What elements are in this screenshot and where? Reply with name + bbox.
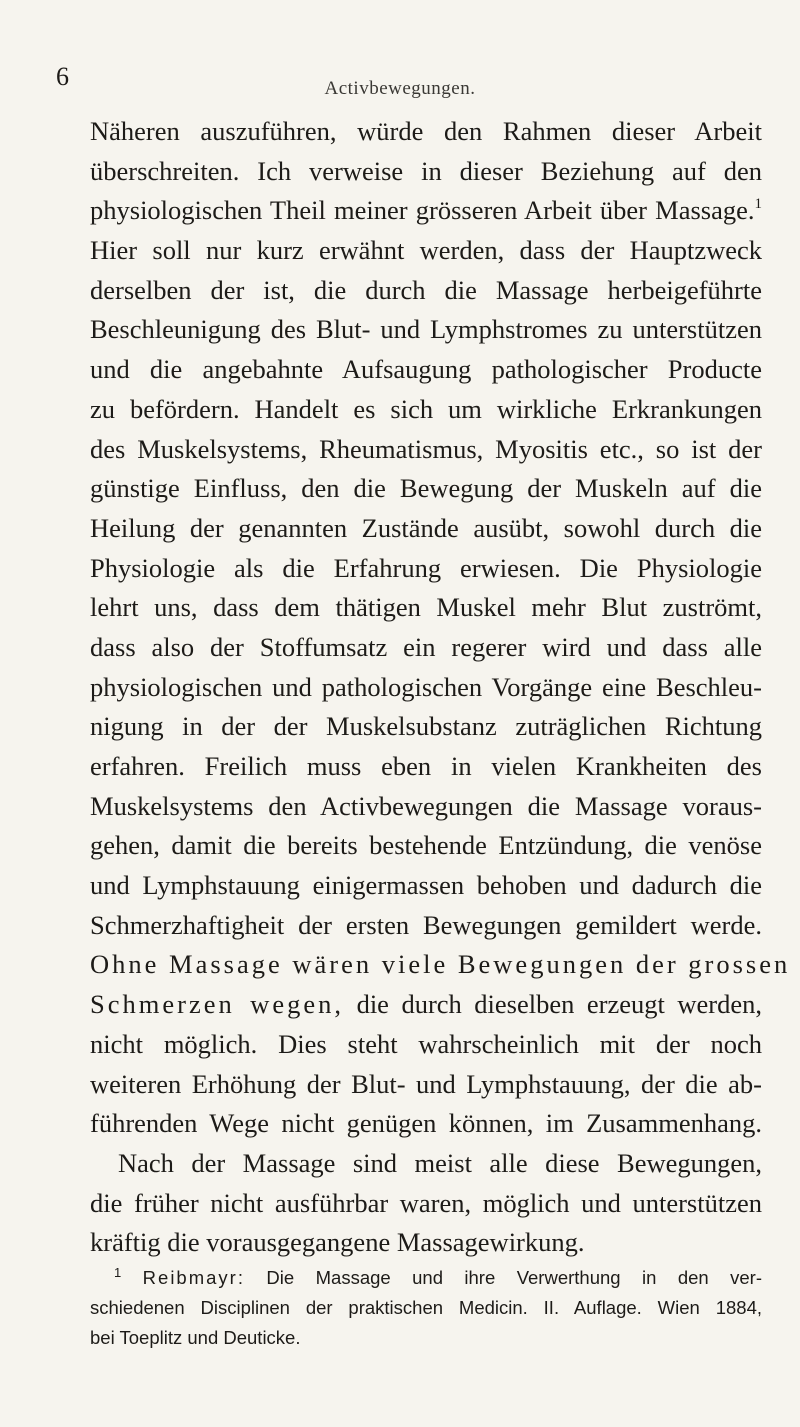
text-line: Beschleunigung des Blut- und Lymphstromes zu unterstützen [90, 314, 762, 345]
text-line: derselben der ist, die durch die Massage herbeigeführte [90, 274, 762, 305]
text-line-indented: Nach der Massage sind meist alle diese Bewegungen, [118, 1147, 762, 1178]
text-line-content: physiologischen Theil meiner grösseren Arbeit über Massage. [90, 195, 755, 226]
footnote-number: 1 [114, 1265, 122, 1280]
text-line: Heilung der genannten Zustände ausübt, sowohl durch die [90, 512, 762, 543]
text-line-spaced: Ohne Massage wären viele Bewegungen der grossen [90, 949, 791, 980]
footnote-author: Reibmayr: [142, 1267, 245, 1288]
text-line: überschreiten. Ich verweise in dieser Beziehung auf den [90, 155, 762, 186]
text-line: gehen, damit die bereits bestehende Entzündung, die venöse [90, 830, 762, 861]
text-line-mixed [90, 985, 762, 1025]
text-line: führenden Wege nicht genügen können, im Zusammenhang. [90, 1108, 762, 1139]
footnote-title: Die Massage und ihre Verwerthung in den ver- [266, 1267, 762, 1288]
page-number: 6 [56, 62, 69, 91]
running-head: Activbewegungen. [324, 78, 476, 99]
text-line: dass also der Stoffumsatz ein regerer wird und dass alle [90, 631, 762, 662]
text-line: nigung in der der Muskelsubstanz zuträglichen Richtung [90, 711, 762, 742]
text-line: günstige Einfluss, den die Bewegung der Muskeln auf die [90, 473, 762, 504]
text-line: Hier soll nur kurz erwähnt werden, dass der Hauptzweck [90, 235, 762, 266]
text-line: lehrt uns, dass dem thätigen Muskel mehr Blut zuströmt, [90, 592, 762, 623]
text-line: nicht möglich. Dies steht wahrscheinlich mit der noch [90, 1028, 762, 1059]
footnote-line [90, 1263, 762, 1293]
footnote-reference: 1 [754, 196, 762, 213]
text-line-with-footnote-ref [90, 191, 762, 231]
text-line: und die angebahnte Aufsaugung pathologischer Producte [90, 354, 762, 385]
text-line: weiteren Erhöhung der Blut- und Lymphstauung, der die ab- [90, 1068, 762, 1099]
text-line-spaced-part: Schmerzen wegen, [90, 989, 345, 1020]
footnote [90, 1263, 762, 1353]
text-line: Näheren auszuführen, würde den Rahmen dieser Arbeit [90, 116, 762, 146]
text-line: Physiologie als die Erfahrung erwiesen. Die Physiologie [90, 552, 762, 583]
text-line: und Lymphstauung einigermassen behoben und dadurch die [90, 870, 762, 901]
text-line-normal-part: die durch dieselben erzeugt werden, [356, 989, 763, 1020]
footnote-line-last: bei Toeplitz und Deuticke. [90, 1327, 301, 1348]
text-line: die früher nicht ausführbar waren, möglich und unterstützen [90, 1187, 762, 1218]
text-line: physiologischen und pathologischen Vorgänge eine Beschleu- [90, 671, 762, 702]
text-line: Schmerzhaftigheit der ersten Bewegungen gemildert werde. [90, 909, 762, 940]
text-line-last: kräftig die vorausgegangene Massagewirkung. [90, 1227, 585, 1258]
text-line: zu befördern. Handelt es sich um wirkliche Erkrankungen [90, 393, 762, 424]
footnote-line: schiedenen Disciplinen der praktischen Medicin. II. Auflage. Wien 1884, [90, 1297, 762, 1318]
text-line: Muskelsystems den Activbewegungen die Massage voraus- [90, 790, 762, 821]
text-line: erfahren. Freilich muss eben in vielen Krankheiten des [90, 751, 762, 781]
body-text [90, 112, 791, 1263]
text-line: des Muskelsystems, Rheumatismus, Myositis etc., so ist der [90, 433, 762, 464]
